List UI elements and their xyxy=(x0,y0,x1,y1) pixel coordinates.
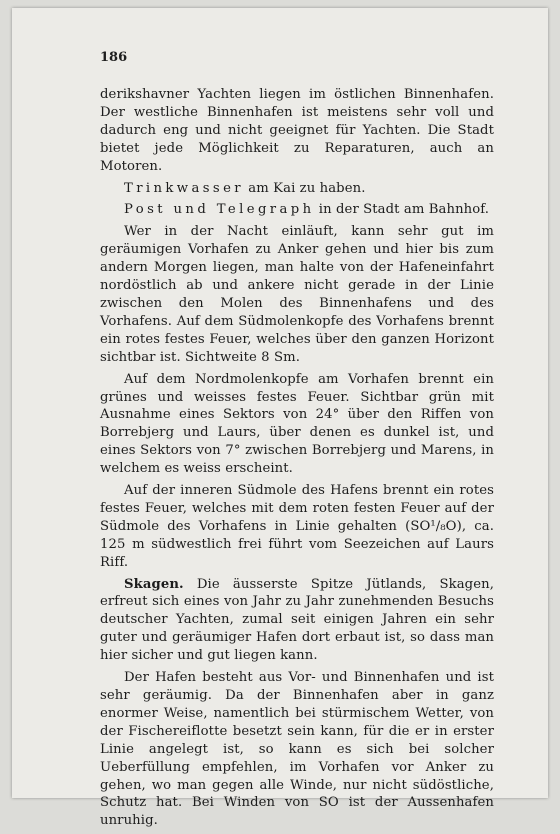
paragraph: derikshavner Yachten liegen im östlichen Binnenhafen. Der westliche Binnenhafen ist meistens sehr voll und dadurch eng und nicht geeignet für Yachten. Die Stadt bietet jede Möglichkeit zu Reparaturen, auch an Motoren. xyxy=(100,87,494,174)
spaced-heading: Post und Telegraph xyxy=(124,202,315,218)
book-page xyxy=(12,8,548,829)
paragraph: Auf der inneren Südmole des Hafens brennt ein rotes festes Feuer, welches mit dem roten festen Feuer auf der Südmole des Vorhafens in Linie gehalten (SO¹/₈O), ca. 125 m südwestlich frei führt vom Seezeichen auf Laurs Riff. xyxy=(100,483,494,570)
paragraph: Auf dem Nordmolenkopfe am Vorhafen brennt ein grünes und weisses festes Feuer. Sichtbar grün mit Ausnahme eines Sektors von 24° über den Riffen von Borrebjerg und Laurs, über denen es dunkel ist, und eines Sektors von 7° zwischen Borrebjerg und Marens, in welchem es weiss erscheint. xyxy=(100,371,494,477)
paragraph: Der Hafen besteht aus Vor- und Binnenhafen und ist sehr geräumig. Da der Binnenhafen aber in ganz enormer Weise, namentlich bei stürmischem Wetter, von der Fischereiflotte besetzt sein kann, für die er in erster Linie angelegt ist, so kann es sich bei solcher Ueberfüllung empfehlen, im Vorhafen vor Anker zu gehen, wo man gegen alle Winde, nur nicht südöstliche, Schutz hat. Bei Winden von SO ist der Aussenhafen unruhig. xyxy=(100,670,494,829)
paragraph-text: Die äusserste Spitze Jütlands, Skagen, erfreut sich eines von Jahr zu Jahr zunehmenden Besuchs deutscher Yachten, zumal seit einigen Jahren ein sehr guter und geräumiger Hafen dort erbaut ist, so dass man hier sicher und gut liegen kann. xyxy=(100,576,494,664)
spaced-heading: Trinkwasser xyxy=(124,180,244,196)
paragraph-text: in der Stadt am Bahnhof. xyxy=(314,202,490,218)
body-text xyxy=(100,86,494,834)
section-heading: Skagen. xyxy=(124,576,184,592)
paragraph xyxy=(100,576,494,666)
paragraph xyxy=(100,180,494,198)
paragraph: Wer in der Nacht einläuft, kann sehr gut im geräumigen Vorhafen zu Anker gehen und hier bis zum andern Morgen liegen, man halte von der Hafeneinfahrt nordöstlich ab und ankere nicht gerade in der Linie zwischen den Molen des Binnenhafens und des Vorhafens. Auf dem Südmolenkopfe des Vorhafens brennt ein rotes festes Feuer, welches über den ganzen Horizont sichtbar ist. Sichtweite 8 Sm. xyxy=(100,224,494,365)
paragraph-text: am Kai zu haben. xyxy=(244,180,366,196)
paragraph xyxy=(100,201,494,219)
page-number: 186 xyxy=(100,50,128,65)
